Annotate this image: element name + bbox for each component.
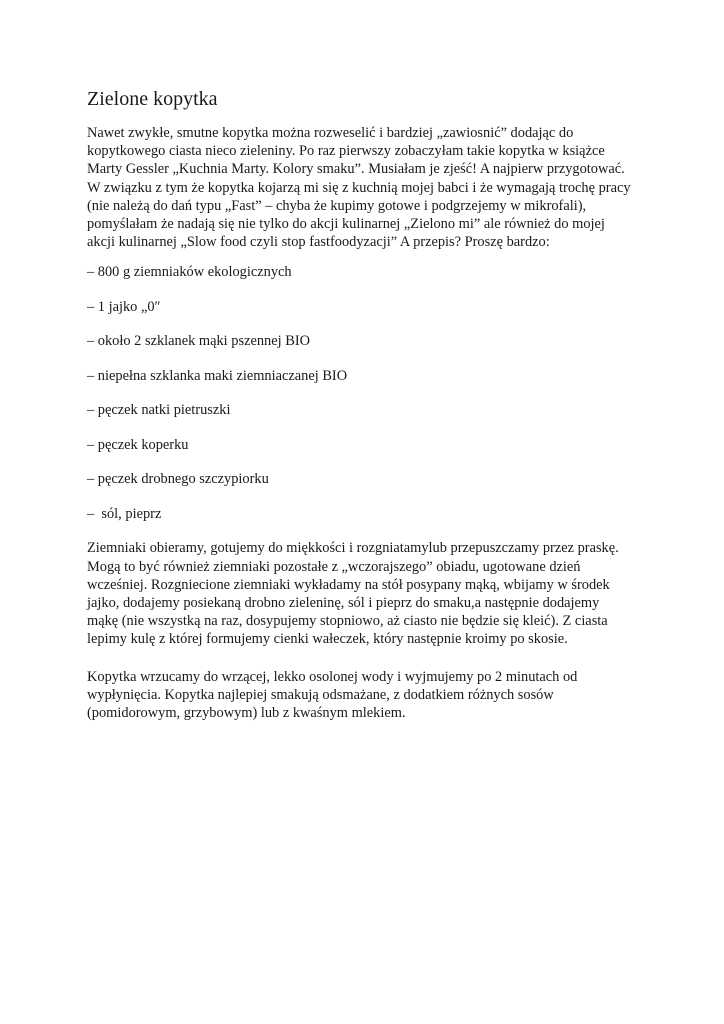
- intro-paragraph: [87, 124, 647, 251]
- intro-line: Nawet zwykłe, smutne kopytka można rozweselić i bardziej „zawiosnić” dodając do: [87, 125, 574, 141]
- ingredients-list: [87, 263, 647, 523]
- intro-line: pomyślałam że nadają się nie tylko do akcji kulinarnej „Zielono mi” ale również do mojej: [87, 216, 605, 233]
- document-title: Zielone kopytka: [87, 88, 218, 110]
- intro-line: Marty Gessler „Kuchnia Marty. Kolory smaku”. Musiałam je zjeść! A najpierw przygotować.: [87, 161, 625, 178]
- serving-paragraph: [87, 668, 647, 723]
- ingredient-item: – pęczek drobnego szczypiorku: [87, 471, 269, 488]
- intro-line: akcji kulinarnej „Slow food czyli stop fastfoodyzacji” A przepis? Proszę bardzo:: [87, 234, 550, 251]
- serving-line: wypłynięcia. Kopytka najlepiej smakują odsmażane, z dodatkiem różnych sosów: [87, 686, 554, 703]
- ingredient-item: – pęczek natki pietruszki: [87, 402, 231, 419]
- method-line: lepimy kulę z której formujemy cienki wałeczek, który następnie kroimy po skosie.: [87, 631, 568, 648]
- method-line: Ziemniaki obieramy, gotujemy do miękkości i rozgniatamylub przepuszczamy przez praskę.: [87, 540, 619, 557]
- serving-line: (pomidorowym, grzybowym) lub z kwaśnym mlekiem.: [87, 705, 406, 722]
- ingredient-item: – 800 g ziemniaków ekologicznych: [87, 264, 292, 281]
- serving-line: Kopytka wrzucamy do wrzącej, lekko osolonej wody i wyjmujemy po 2 minutach od: [87, 668, 578, 685]
- ingredient-item: – pęczek koperku: [87, 436, 189, 453]
- method-line: mąkę (nie wszystką na raz, dosypujemy stopniowo, aż ciasto nie będzie się kleić). Z ciasta: [87, 613, 608, 630]
- intro-line: (nie należą do dań typu „Fast” – chyba że kupimy gotowe i podgrzejemy w mikrofali),: [87, 197, 587, 214]
- method-line: Mogą to być również ziemniaki pozostałe z „wczorajszego” obiadu, ugotowane dzień: [87, 558, 581, 575]
- ingredient-item: – 1 jajko „0″: [87, 298, 161, 315]
- ingredient-item: – sól, pieprz: [87, 505, 162, 522]
- method-paragraph: [87, 539, 647, 648]
- ingredient-item: – około 2 szklanek mąki pszennej BIO: [87, 333, 311, 350]
- document-content: [87, 86, 647, 722]
- intro-line: W związku z tym że kopytka kojarzą mi się z kuchnią mojej babci i że wymagają trochę pracy: [87, 179, 631, 196]
- ingredient-item: – niepełna szklanka maki ziemniaczanej BIO: [87, 367, 348, 384]
- intro-line: kopytkowego ciasta nieco zieleniny. Po raz pierwszy zobaczyłam takie kopytka w książce: [87, 143, 605, 160]
- method-line: wcześniej. Rozgniecione ziemniaki wykładamy na stół posypany mąką, wbijamy w środek: [87, 576, 610, 593]
- method-line: jajko, dodajemy posiekaną drobno zieleninę, sól i pieprz do smaku,a następnie dodajemy: [87, 595, 600, 612]
